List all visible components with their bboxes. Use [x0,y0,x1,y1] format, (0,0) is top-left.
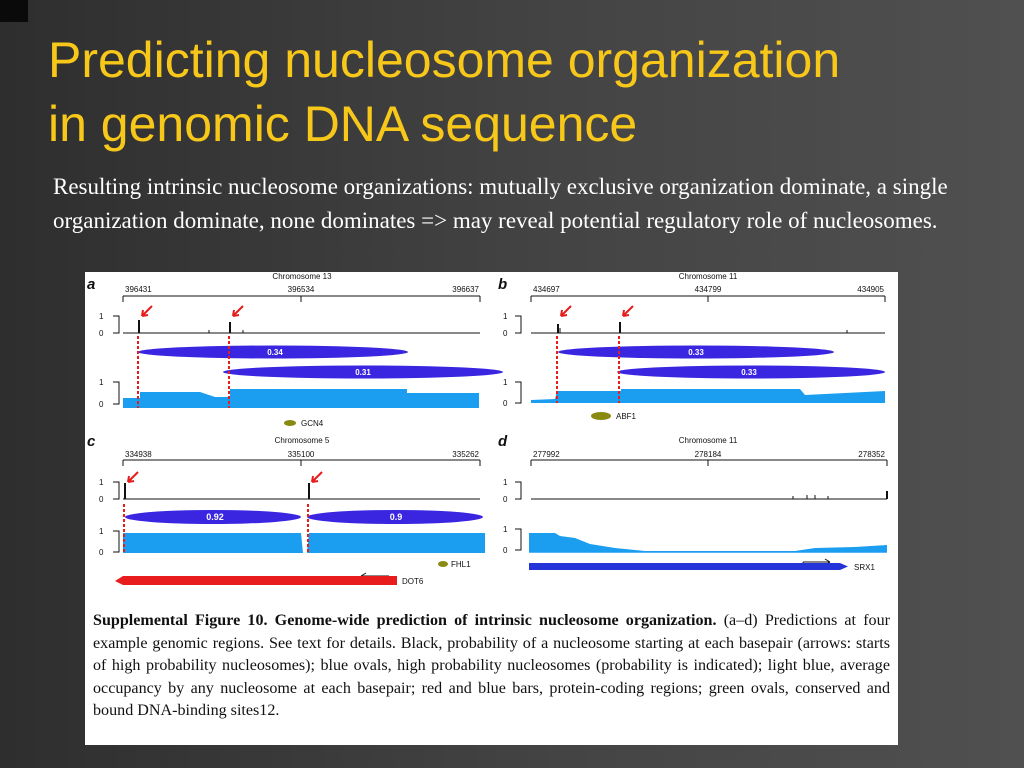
slide-title [48,28,988,156]
panel-d-gene-label: SRX1 [854,563,875,572]
panel-a-tick-label-1: 396431 [125,285,152,294]
panel-c-y0: 0 [99,495,104,504]
panel-b-tf-site [591,412,611,420]
panel-b-arrow-2 [623,306,633,316]
panel-d-y0: 0 [503,495,508,504]
panel-d [498,433,887,572]
panel-d-occ-y0: 0 [503,546,508,555]
panel-a-tick-label-3: 396637 [452,285,479,294]
panel-a-oval-2-label: 0.31 [355,368,371,377]
panel-a-occ-y1: 1 [99,378,104,387]
figure-caption [93,610,890,723]
panel-c-occ-y0: 0 [99,548,104,557]
panel-b-tf-label: ABF1 [616,412,637,421]
panel-b-tick-label-2: 434799 [694,285,722,294]
supplemental-figure [85,272,898,745]
panel-d-gene-bar [529,563,848,570]
panel-b-y1: 1 [503,312,508,321]
panel-d-y-bracket [515,482,521,499]
panel-b [498,272,885,421]
panel-c-oval-2-label: 0.9 [389,512,403,522]
panel-d-occupancy [529,533,887,552]
panel-c-y-bracket [113,482,119,499]
caption-heading: Supplemental Figure 10. Genome-wide prediction of intrinsic nucleosome organization. [93,612,717,629]
panel-b-tick-label-1: 434697 [533,285,560,294]
panel-a-letter: a [87,276,96,293]
panel-a-occ-bracket [113,382,119,404]
panel-b-tick-label-3: 434905 [857,285,884,294]
panel-d-occ-bracket [515,529,521,550]
panel-c-tf-site [438,561,448,567]
panel-a-y1: 1 [99,312,104,321]
panel-c-tick-label-2: 335100 [287,450,315,459]
panel-b-occ-y1: 1 [503,378,508,387]
panel-c-occ-bracket [113,531,119,552]
panel-c-occ-y1: 1 [99,527,104,536]
panel-c-occupancy-2 [307,533,485,553]
corner-marker [0,0,28,22]
panel-c-gene-label: DOT6 [402,577,424,586]
panel-a-oval-1-label: 0.34 [267,348,283,357]
panel-a-tf-site [284,420,296,426]
panel-d-chromosome: Chromosome 11 [678,436,738,445]
panel-c-y1: 1 [99,478,104,487]
panel-b-arrow-1 [561,306,571,316]
panel-c [87,433,485,586]
panel-a-occupancy [123,389,479,408]
caption-body: Predictions at four example genomic regions. See text for details. Black, probability of a nucleosome starting at each basepair (arrows: starts of high probability nucleosomes); blue ovals, high probability nucleosomes (probability is indicated); light blue, average occupancy by any nucleosome at each basepair; red and blue bars, protein-coding regions; green ovals, conserved and bound DNA-binding sites12. [93,612,891,720]
panel-c-tick-label-3: 335262 [452,450,479,459]
title-line-1: Predicting nucleosome organization [48,32,841,88]
panel-c-letter: c [87,433,96,450]
panel-a [87,272,503,428]
panel-d-occ-y1: 1 [503,525,508,534]
panel-d-tick-label-2: 278184 [694,450,722,459]
panel-b-oval-1-label: 0.33 [688,348,704,357]
panel-b-occ-y0: 0 [503,399,508,408]
panel-b-y-bracket [515,316,521,333]
panel-b-occupancy [531,389,885,403]
panel-a-y-bracket [113,316,119,333]
panel-b-chromosome: Chromosome 11 [678,272,738,281]
panel-a-arrow-1 [142,306,152,316]
panel-c-oval-1-label: 0.92 [206,512,224,522]
panel-a-occ-y0: 0 [99,400,104,409]
panel-c-arrow-1 [128,472,138,482]
panel-b-occ-bracket [515,382,521,403]
panel-d-tick-label-1: 277992 [533,450,560,459]
panel-b-oval-2-label: 0.33 [741,368,757,377]
panel-d-y1: 1 [503,478,508,487]
slide-subtitle: Resulting intrinsic nucleosome organizations: mutually exclusive organization dominate, a single organization dominate, none dominates => may reveal potential regulatory role of nucleosomes. [53,174,948,233]
panel-c-occupancy-1 [123,533,303,553]
panel-a-tf-label: GCN4 [301,419,324,428]
panel-c-chromosome: Chromosome 5 [274,436,330,445]
panel-a-arrow-2 [233,306,243,316]
panel-b-y0: 0 [503,329,508,338]
panel-c-gene-bar [115,576,397,585]
panel-a-y0: 0 [99,329,104,338]
figure-panels [85,272,898,612]
panel-d-letter: d [498,433,508,450]
panel-a-chromosome: Chromosome 13 [272,272,332,281]
title-line-2: in genomic DNA sequence [48,96,638,152]
panel-c-tick-label-1: 334938 [125,450,152,459]
panel-c-arrow-2 [312,472,322,482]
caption-panel-ref: (a–d) [723,612,758,629]
panel-c-tf-label: FHL1 [451,560,471,569]
panel-d-tick-label-3: 278352 [858,450,885,459]
panel-b-letter: b [498,276,508,293]
panel-a-tick-label-2: 396534 [287,285,315,294]
